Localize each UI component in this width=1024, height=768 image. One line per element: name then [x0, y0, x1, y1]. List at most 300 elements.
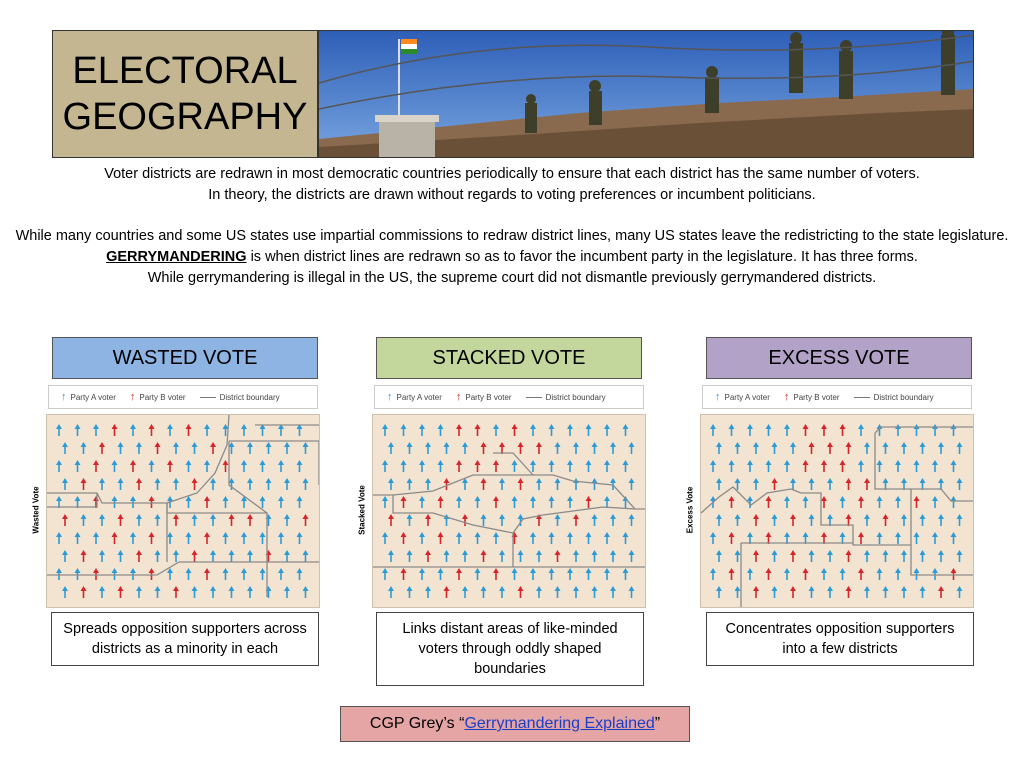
voter-arrow-icon: [481, 478, 487, 490]
voter-arrow-icon: [260, 496, 266, 508]
voter-arrow-icon: [192, 478, 198, 490]
voter-arrow-icon: [75, 532, 81, 544]
voter-arrow-icon: [920, 514, 926, 526]
voter-arrow-icon: [260, 424, 266, 436]
video-reference-prefix: CGP Grey’s “: [369, 715, 465, 732]
voter-arrow-icon: [920, 586, 926, 598]
voter-arrow-icon: [586, 460, 592, 472]
voter-arrow-icon: [629, 442, 635, 454]
voter-arrow-icon: [573, 442, 579, 454]
voter-arrow-icon: [382, 496, 388, 508]
voter-arrow-icon: [204, 568, 210, 580]
voter-arrow-icon: [401, 460, 407, 472]
voter-arrow-icon: [149, 568, 155, 580]
voter-arrow-icon: [167, 532, 173, 544]
voter-arrow-icon: [573, 550, 579, 562]
voter-arrow-icon: [173, 478, 179, 490]
voter-arrow-icon: [419, 532, 425, 544]
voter-arrow-icon: [419, 568, 425, 580]
voter-arrow-icon: [462, 514, 468, 526]
voter-arrow-icon: [303, 586, 309, 598]
voter-arrow-icon: [475, 532, 481, 544]
voter-arrow-icon: [407, 442, 413, 454]
voter-arrow-icon: [827, 478, 833, 490]
voter-arrow-icon: [456, 532, 462, 544]
voter-arrow-icon: [536, 442, 542, 454]
voter-arrow-icon: [167, 568, 173, 580]
gerrymandering-definition-text: is when district lines are redrawn so as to favor the incumbent party in the legislature. It has three forms.: [250, 249, 918, 265]
voter-arrow-icon: [938, 514, 944, 526]
voter-arrow-icon: [456, 424, 462, 436]
voter-arrow-icon: [735, 442, 741, 454]
voter-arrow-icon: [210, 478, 216, 490]
voter-arrow-icon: [167, 424, 173, 436]
voter-arrow-icon: [425, 442, 431, 454]
voter-arrow-icon: [223, 532, 229, 544]
voter-arrow-icon: [735, 514, 741, 526]
voter-arrow-icon: [747, 532, 753, 544]
voter-arrow-icon: [149, 532, 155, 544]
video-reference: [340, 706, 690, 742]
voter-arrow-icon: [136, 442, 142, 454]
voter-arrow-icon: [136, 514, 142, 526]
voter-arrow-icon: [475, 424, 481, 436]
voter-arrow-icon: [204, 424, 210, 436]
voter-arrow-icon: [401, 568, 407, 580]
voter-arrow-icon: [883, 442, 889, 454]
voter-arrow-icon: [536, 586, 542, 598]
voter-arrow-icon: [573, 514, 579, 526]
voter-arrow-icon: [604, 496, 610, 508]
boundary-line-icon: [854, 397, 870, 398]
voter-arrow-icon: [303, 514, 309, 526]
stacked-vote-heading: STACKED VOTE: [376, 337, 642, 379]
excess-vote-axis-label: Excess Vote: [685, 486, 695, 534]
voter-arrow-icon: [186, 532, 192, 544]
voter-arrow-icon: [735, 550, 741, 562]
excess-vote-description: Concentrates opposition supporters into a few districts: [706, 612, 974, 666]
voter-arrow-icon: [803, 568, 809, 580]
voter-arrow-icon: [914, 496, 920, 508]
voter-arrow-icon: [81, 442, 87, 454]
voter-arrow-icon: [93, 568, 99, 580]
voter-arrow-icon: [586, 568, 592, 580]
voter-arrow-icon: [766, 460, 772, 472]
voter-arrow-icon: [186, 424, 192, 436]
district-boundary-line: [47, 493, 267, 597]
voter-arrow-icon: [136, 586, 142, 598]
voter-arrow-icon: [112, 460, 118, 472]
voter-arrow-icon: [790, 478, 796, 490]
voter-arrow-icon: [99, 514, 105, 526]
voter-arrow-icon: [278, 460, 284, 472]
voter-arrow-icon: [149, 496, 155, 508]
legend-boundary: District boundary: [545, 392, 606, 402]
voter-arrow-icon: [729, 460, 735, 472]
voter-arrow-icon: [938, 478, 944, 490]
voter-arrow-icon: [877, 460, 883, 472]
voter-arrow-icon: [112, 496, 118, 508]
voter-arrow-icon: [297, 496, 303, 508]
voter-arrow-icon: [957, 550, 963, 562]
voter-arrow-icon: [56, 424, 62, 436]
stacked-vote-axis-label: Stacked Vote: [357, 485, 367, 535]
voter-arrow-icon: [784, 568, 790, 580]
voter-arrow-icon: [846, 442, 852, 454]
voter-arrow-icon: [223, 460, 229, 472]
voter-arrow-icon: [629, 586, 635, 598]
voter-arrow-icon: [716, 586, 722, 598]
voter-arrow-icon: [846, 550, 852, 562]
district-boundary-line: [47, 562, 319, 575]
voter-arrow-icon: [303, 442, 309, 454]
district-boundary-line: [875, 427, 973, 433]
voter-arrow-icon: [735, 478, 741, 490]
voter-arrow-icon: [112, 568, 118, 580]
party-b-arrow-icon: ↑: [129, 391, 136, 403]
voter-arrow-icon: [864, 514, 870, 526]
voter-arrow-icon: [438, 496, 444, 508]
voter-arrow-icon: [809, 442, 815, 454]
voter-arrow-icon: [136, 478, 142, 490]
voter-arrow-icon: [81, 550, 87, 562]
legend-stacked: [374, 385, 644, 409]
voter-arrow-icon: [444, 586, 450, 598]
voter-arrow-icon: [518, 550, 524, 562]
voter-arrow-icon: [186, 496, 192, 508]
voter-arrow-icon: [803, 424, 809, 436]
voter-arrow-icon: [481, 586, 487, 598]
voter-arrow-icon: [864, 478, 870, 490]
voter-arrow-icon: [592, 514, 598, 526]
voter-arrow-icon: [247, 478, 253, 490]
voter-arrow-icon: [920, 442, 926, 454]
voter-arrow-icon: [462, 442, 468, 454]
voter-arrow-icon: [278, 568, 284, 580]
legend-excess: [702, 385, 972, 409]
voter-arrow-icon: [407, 550, 413, 562]
voter-arrow-icon: [93, 460, 99, 472]
voter-arrow-icon: [883, 586, 889, 598]
voter-arrow-icon: [790, 586, 796, 598]
voter-arrow-icon: [753, 478, 759, 490]
gerrymandering-explained-link[interactable]: Gerrymandering Explained: [464, 715, 655, 732]
voter-arrow-icon: [610, 442, 616, 454]
voter-arrow-icon: [567, 532, 573, 544]
voter-arrow-icon: [729, 568, 735, 580]
wasted-vote-map: [31, 414, 318, 610]
voter-arrow-icon: [118, 478, 124, 490]
voter-arrow-icon: [382, 460, 388, 472]
voter-arrow-icon: [75, 424, 81, 436]
voter-arrow-icon: [536, 478, 542, 490]
voter-arrow-icon: [784, 460, 790, 472]
voter-arrow-icon: [957, 514, 963, 526]
voter-arrow-icon: [444, 478, 450, 490]
voter-arrow-icon: [56, 460, 62, 472]
voter-arrow-icon: [99, 478, 105, 490]
voter-arrow-icon: [716, 442, 722, 454]
voter-arrow-icon: [241, 460, 247, 472]
voter-arrow-icon: [81, 514, 87, 526]
intro-line-3: While many countries and some US states use impartial commissions to redraw district lines, many US states leave the redistricting to the state legislature.: [15, 228, 1009, 244]
voter-arrow-icon: [155, 514, 161, 526]
voter-arrow-icon: [499, 478, 505, 490]
boundary-line-icon: [200, 397, 216, 398]
voter-arrow-icon: [444, 550, 450, 562]
voter-arrow-icon: [173, 550, 179, 562]
voter-arrow-icon: [204, 460, 210, 472]
voter-arrow-icon: [914, 460, 920, 472]
voter-arrow-icon: [803, 496, 809, 508]
stacked-vote-grid: [372, 414, 646, 608]
voter-arrow-icon: [173, 586, 179, 598]
district-boundary-line: [513, 507, 635, 533]
voter-arrow-icon: [530, 460, 536, 472]
title-line-2: GEOGRAPHY: [62, 96, 308, 138]
voter-arrow-icon: [772, 586, 778, 598]
voter-arrow-icon: [610, 550, 616, 562]
voter-arrow-icon: [549, 568, 555, 580]
voter-arrow-icon: [241, 532, 247, 544]
legend-boundary: District boundary: [219, 392, 280, 402]
voter-arrow-icon: [75, 496, 81, 508]
voter-arrow-icon: [81, 586, 87, 598]
voter-arrow-icon: [62, 586, 68, 598]
voter-arrow-icon: [623, 568, 629, 580]
voter-arrow-icon: [716, 550, 722, 562]
voter-arrow-icon: [809, 550, 815, 562]
voter-arrow-icon: [623, 424, 629, 436]
voter-arrow-icon: [229, 550, 235, 562]
voter-arrow-icon: [186, 460, 192, 472]
voter-arrow-icon: [895, 460, 901, 472]
voter-arrow-icon: [790, 550, 796, 562]
voter-arrow-icon: [155, 442, 161, 454]
district-boundary-line: [801, 493, 973, 575]
voter-arrow-icon: [729, 496, 735, 508]
voter-arrow-icon: [747, 460, 753, 472]
voter-arrow-icon: [809, 586, 815, 598]
voter-arrow-icon: [932, 532, 938, 544]
voter-arrow-icon: [747, 424, 753, 436]
voter-arrow-icon: [456, 496, 462, 508]
voter-arrow-icon: [167, 460, 173, 472]
voter-arrow-icon: [204, 496, 210, 508]
voter-arrow-icon: [475, 568, 481, 580]
voter-arrow-icon: [56, 568, 62, 580]
voter-arrow-icon: [549, 496, 555, 508]
voter-arrow-icon: [130, 532, 136, 544]
voter-arrow-icon: [425, 586, 431, 598]
voter-arrow-icon: [586, 532, 592, 544]
voter-arrow-icon: [130, 424, 136, 436]
voter-arrow-icon: [475, 460, 481, 472]
voter-arrow-icon: [858, 496, 864, 508]
voter-arrow-icon: [772, 442, 778, 454]
voter-arrow-icon: [260, 568, 266, 580]
voter-arrow-icon: [499, 586, 505, 598]
voter-arrow-icon: [784, 496, 790, 508]
district-boundary-line: [47, 493, 97, 507]
voter-arrow-icon: [284, 586, 290, 598]
voter-arrow-icon: [112, 532, 118, 544]
voter-arrow-icon: [62, 442, 68, 454]
party-b-arrow-icon: ↑: [455, 391, 462, 403]
voter-arrow-icon: [895, 424, 901, 436]
voter-arrow-icon: [914, 532, 920, 544]
voter-arrow-icon: [895, 496, 901, 508]
party-a-arrow-icon: ↑: [715, 391, 721, 403]
voter-arrow-icon: [555, 550, 561, 562]
voter-arrow-icon: [938, 442, 944, 454]
voter-arrow-icon: [223, 496, 229, 508]
voter-arrow-icon: [536, 550, 542, 562]
voter-arrow-icon: [388, 478, 394, 490]
voter-arrow-icon: [840, 496, 846, 508]
voter-arrow-icon: [223, 568, 229, 580]
voter-arrow-icon: [481, 550, 487, 562]
voter-arrow-icon: [81, 478, 87, 490]
voter-arrow-icon: [753, 514, 759, 526]
voter-arrow-icon: [809, 514, 815, 526]
voter-arrow-icon: [388, 442, 394, 454]
voter-arrow-icon: [229, 586, 235, 598]
voter-arrow-icon: [475, 496, 481, 508]
voter-arrow-icon: [803, 532, 809, 544]
voter-arrow-icon: [932, 460, 938, 472]
voter-arrow-icon: [530, 532, 536, 544]
voter-arrow-icon: [901, 442, 907, 454]
voter-arrow-icon: [155, 478, 161, 490]
voter-arrow-icon: [586, 424, 592, 436]
voter-arrow-icon: [462, 586, 468, 598]
voter-arrow-icon: [186, 568, 192, 580]
voter-arrow-icon: [462, 478, 468, 490]
intro-line-1: Voter districts are redrawn in most democratic countries periodically to ensure that each district has the same number of voters.: [104, 166, 920, 182]
voter-arrow-icon: [118, 550, 124, 562]
voter-arrow-icon: [438, 532, 444, 544]
voter-arrow-icon: [241, 568, 247, 580]
party-a-arrow-icon: ↑: [387, 391, 393, 403]
voter-arrow-icon: [555, 478, 561, 490]
voter-arrow-icon: [716, 478, 722, 490]
voter-arrow-icon: [456, 568, 462, 580]
voter-arrow-icon: [438, 424, 444, 436]
voter-arrow-icon: [297, 532, 303, 544]
gerrymandering-keyword: GERRYMANDERING: [106, 249, 247, 265]
voter-arrow-icon: [462, 550, 468, 562]
voter-arrow-icon: [512, 496, 518, 508]
voter-arrow-icon: [493, 532, 499, 544]
wasted-vote-heading: WASTED VOTE: [52, 337, 318, 379]
voter-arrow-icon: [766, 424, 772, 436]
voter-arrow-icon: [210, 550, 216, 562]
voter-arrow-icon: [710, 568, 716, 580]
voter-arrow-icon: [512, 424, 518, 436]
voter-arrow-icon: [192, 586, 198, 598]
voter-arrow-icon: [425, 550, 431, 562]
voter-arrow-icon: [303, 478, 309, 490]
legend-party-b: Party B voter: [139, 392, 186, 402]
voter-arrow-icon: [957, 442, 963, 454]
voter-arrow-icon: [136, 550, 142, 562]
voter-arrow-icon: [130, 568, 136, 580]
video-reference-suffix: ”: [654, 715, 661, 732]
voter-arrow-icon: [297, 424, 303, 436]
voter-arrow-icon: [753, 586, 759, 598]
voter-arrow-icon: [401, 424, 407, 436]
voter-arrow-icon: [766, 532, 772, 544]
voter-arrow-icon: [895, 568, 901, 580]
voter-arrow-icon: [766, 568, 772, 580]
voter-arrow-icon: [210, 514, 216, 526]
voter-arrow-icon: [710, 460, 716, 472]
voter-arrow-icon: [883, 514, 889, 526]
voter-arrow-icon: [56, 532, 62, 544]
voter-arrow-icon: [573, 586, 579, 598]
voter-arrow-icon: [388, 586, 394, 598]
voter-arrow-icon: [456, 460, 462, 472]
voter-arrow-icon: [858, 532, 864, 544]
voter-arrow-icon: [260, 532, 266, 544]
voter-arrow-icon: [821, 424, 827, 436]
voter-arrow-icon: [173, 514, 179, 526]
voter-arrow-icon: [555, 442, 561, 454]
voter-arrow-icon: [401, 496, 407, 508]
voter-arrow-icon: [388, 550, 394, 562]
voter-arrow-icon: [840, 460, 846, 472]
voter-arrow-icon: [827, 586, 833, 598]
voter-arrow-icon: [93, 424, 99, 436]
voter-arrow-icon: [821, 460, 827, 472]
voter-arrow-icon: [784, 424, 790, 436]
voter-arrow-icon: [840, 424, 846, 436]
voter-arrow-icon: [481, 514, 487, 526]
voter-arrow-icon: [753, 442, 759, 454]
voter-arrow-icon: [957, 586, 963, 598]
voter-arrow-icon: [604, 460, 610, 472]
voter-arrow-icon: [481, 442, 487, 454]
voter-arrow-icon: [790, 514, 796, 526]
voter-arrow-icon: [604, 568, 610, 580]
voter-arrow-icon: [766, 496, 772, 508]
voter-arrow-icon: [407, 586, 413, 598]
district-boundary-line: [875, 433, 911, 545]
voter-arrow-icon: [425, 514, 431, 526]
district-boundary-line: [229, 441, 267, 513]
voter-arrow-icon: [710, 532, 716, 544]
voter-arrow-icon: [623, 460, 629, 472]
voter-arrow-icon: [610, 514, 616, 526]
voter-arrow-icon: [846, 478, 852, 490]
voter-arrow-icon: [75, 460, 81, 472]
voter-arrow-icon: [586, 496, 592, 508]
voter-arrow-icon: [155, 586, 161, 598]
voter-arrow-icon: [592, 550, 598, 562]
voter-arrow-icon: [99, 442, 105, 454]
voter-arrow-icon: [914, 568, 920, 580]
voter-arrow-icon: [425, 478, 431, 490]
voter-arrow-icon: [567, 568, 573, 580]
voter-arrow-icon: [419, 460, 425, 472]
voter-arrow-icon: [864, 550, 870, 562]
voter-arrow-icon: [247, 514, 253, 526]
voter-arrow-icon: [499, 550, 505, 562]
voter-arrow-icon: [951, 496, 957, 508]
voter-arrow-icon: [401, 532, 407, 544]
voter-arrow-icon: [821, 568, 827, 580]
